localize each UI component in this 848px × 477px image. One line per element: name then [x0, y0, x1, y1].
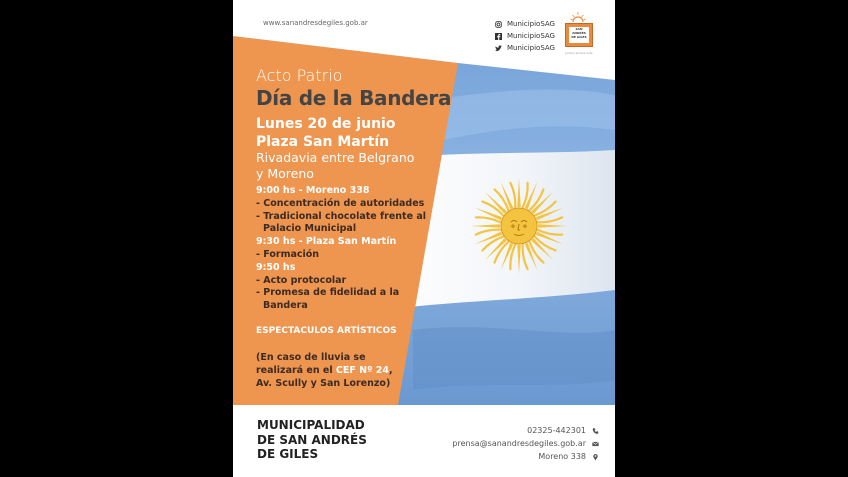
- schedule-item: - Tradicional chocolate frente al: [256, 210, 427, 222]
- twitter-handle: MunicipioSAG: [507, 44, 555, 52]
- logo-sun-icon: [570, 11, 586, 23]
- schedule-item: - Acto protocolar: [256, 274, 347, 286]
- rain-line-3: Av. Scully y San Lorenzo): [256, 378, 391, 389]
- social-facebook[interactable]: [495, 30, 555, 42]
- logo-box: [565, 23, 593, 47]
- municipality-name-line-3: DE GILES: [257, 447, 319, 461]
- event-place: Plaza San Martín: [256, 134, 390, 150]
- logo-line-1: SAN: [575, 27, 583, 31]
- location-pin-icon: [592, 453, 599, 461]
- twitter-icon: [495, 45, 502, 52]
- social-instagram[interactable]: [495, 18, 555, 30]
- logo-tagline: Juntos somos más: [565, 51, 593, 55]
- event-address: [256, 150, 446, 182]
- schedule-item: - Promesa de fidelidad a la: [256, 287, 400, 299]
- municipality-logo[interactable]: [563, 11, 595, 59]
- rain-comma: ,: [389, 365, 393, 376]
- contact-info: [452, 424, 599, 463]
- contact-email[interactable]: [452, 437, 599, 450]
- email-address: prensa@sanandresdegiles.gob.ar: [452, 439, 586, 448]
- schedule: [256, 185, 426, 313]
- schedule-time-3: 9:50 hs: [256, 261, 296, 273]
- event-title: Día de la Bandera: [256, 86, 452, 110]
- event-address-line-2: y Moreno: [256, 166, 314, 181]
- phone-icon: [592, 427, 599, 435]
- rain-line-2: [256, 364, 416, 377]
- logo-text: [569, 27, 589, 43]
- event-poster: [233, 0, 615, 477]
- logo-line-3: DE GILES: [571, 35, 587, 39]
- instagram-icon: [495, 21, 502, 28]
- facebook-icon: [495, 33, 502, 40]
- poster-footer: [233, 405, 615, 477]
- logo-line-2: ANDRÉS: [572, 31, 586, 35]
- contact-address[interactable]: [452, 450, 599, 463]
- email-icon: [592, 440, 599, 448]
- instagram-handle: MunicipioSAG: [507, 20, 555, 28]
- schedule-time-2: 9:30 hs - Plaza San Martín: [256, 236, 397, 248]
- schedule-item: - Formación: [256, 248, 320, 260]
- facebook-handle: MunicipioSAG: [507, 32, 555, 40]
- rain-prefix: realizará en el: [256, 365, 336, 376]
- schedule-item: - Concentración de autoridades: [256, 197, 425, 209]
- event-date-place: [256, 115, 395, 151]
- website-url[interactable]: www.sanandresdegiles.gob.ar: [263, 19, 368, 27]
- street-address: Moreno 338: [538, 452, 586, 461]
- schedule-item: Bandera: [263, 300, 308, 312]
- social-handles: [495, 18, 555, 54]
- schedule-item: Palacio Municipal: [263, 223, 357, 235]
- event-address-line-1: Rivadavia entre Belgrano: [256, 150, 415, 165]
- social-twitter[interactable]: [495, 42, 555, 54]
- municipality-name-line-2: DE SAN ANDRÉS: [257, 432, 367, 447]
- schedule-time-1: 9:00 hs - Moreno 338: [256, 185, 370, 196]
- municipality-name: [257, 418, 377, 462]
- event-date: Lunes 20 de junio: [256, 116, 396, 132]
- phone-number: 02325-442301: [527, 426, 586, 435]
- rain-line-1: (En caso de lluvia se: [256, 352, 366, 363]
- contact-phone[interactable]: [452, 424, 599, 437]
- municipality-name-line-1: MUNICIPALIDAD: [257, 418, 365, 432]
- rain-notice: [256, 351, 416, 390]
- rain-venue-highlight: CEF Nº 24: [335, 365, 390, 376]
- artistic-shows-label: ESPECTACULOS ARTÍSTICOS: [256, 326, 397, 336]
- event-kicker: Acto Patrio: [256, 66, 343, 85]
